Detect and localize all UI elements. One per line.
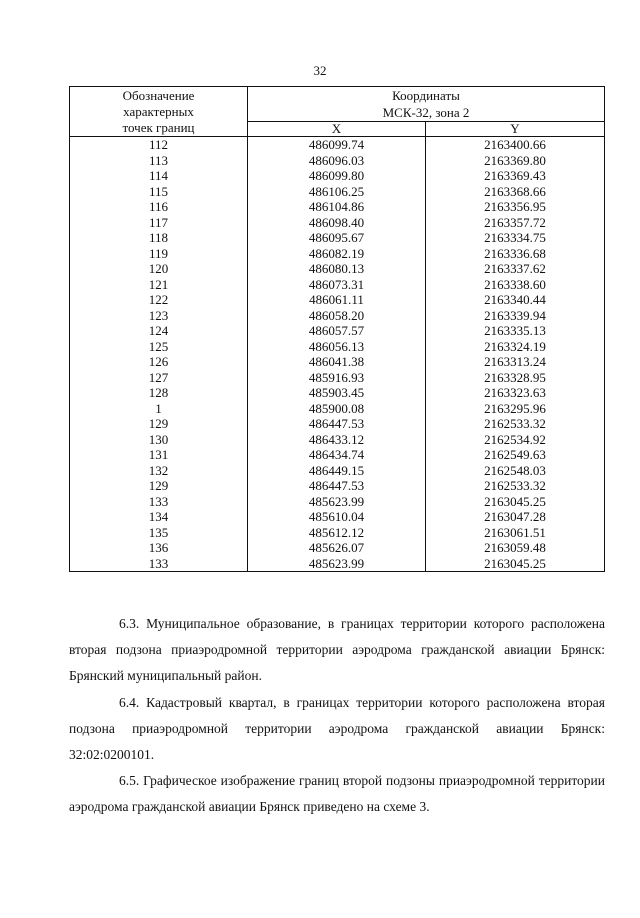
y-cell: 2163059.48	[426, 540, 605, 556]
paragraph-6-4: 6.4. Кадастровый квартал, в границах территории которого расположена вторая подзона приаэродромной территории аэродрома гражданской авиации Брянск: 32:02:0200101.	[69, 695, 605, 762]
point-cell: 133	[70, 494, 248, 510]
x-cell: 485900.08	[248, 401, 426, 417]
y-cell: 2163045.25	[426, 494, 605, 510]
table-row	[70, 168, 605, 184]
table-row	[70, 246, 605, 262]
x-cell: 486434.74	[248, 447, 426, 463]
point-label-header-line: точек границ	[122, 119, 195, 135]
table-row	[70, 230, 605, 246]
coordinates-group-header	[248, 87, 605, 122]
y-cell: 2162533.32	[426, 416, 605, 432]
point-cell: 119	[70, 246, 248, 262]
coordinates-group-header-line: Координаты	[392, 88, 460, 103]
table-row	[70, 308, 605, 324]
x-cell: 486057.57	[248, 323, 426, 339]
x-cell: 486447.53	[248, 416, 426, 432]
x-cell: 486061.11	[248, 292, 426, 308]
table-row	[70, 385, 605, 401]
y-cell: 2163323.63	[426, 385, 605, 401]
point-cell: 1	[70, 401, 248, 417]
point-label-header-line: Обозначение	[122, 87, 195, 103]
point-cell: 129	[70, 416, 248, 432]
y-cell: 2162533.32	[426, 478, 605, 494]
x-cell: 486106.25	[248, 184, 426, 200]
x-cell: 486056.13	[248, 339, 426, 355]
point-cell: 130	[70, 432, 248, 448]
x-cell: 485623.99	[248, 494, 426, 510]
page-number: 32	[313, 63, 327, 78]
table-row	[70, 370, 605, 386]
x-cell: 486447.53	[248, 478, 426, 494]
table-row	[70, 432, 605, 448]
coordinates-group-header-line: МСК-32, зона 2	[382, 105, 470, 120]
point-cell: 122	[70, 292, 248, 308]
x-cell: 486073.31	[248, 277, 426, 293]
y-cell: 2163313.24	[426, 354, 605, 370]
x-cell: 486433.12	[248, 432, 426, 448]
table-row	[70, 153, 605, 169]
point-cell: 134	[70, 509, 248, 525]
y-cell: 2163045.25	[426, 556, 605, 572]
x-cell: 486099.80	[248, 168, 426, 184]
table-row	[70, 277, 605, 293]
x-cell: 486099.74	[248, 137, 426, 153]
point-cell: 115	[70, 184, 248, 200]
point-cell: 129	[70, 478, 248, 494]
point-cell: 136	[70, 540, 248, 556]
x-cell: 485612.12	[248, 525, 426, 541]
table-row	[70, 261, 605, 277]
paragraph-6-5: 6.5. Графическое изображение границ второй подзоны приаэродромной территории аэродрома гражданской авиации Брянск приведено на схеме 3.	[69, 773, 605, 814]
x-cell: 486096.03	[248, 153, 426, 169]
point-cell: 114	[70, 168, 248, 184]
point-cell: 133	[70, 556, 248, 572]
y-cell: 2163335.13	[426, 323, 605, 339]
table-row	[70, 463, 605, 479]
point-cell: 121	[70, 277, 248, 293]
y-cell: 2163356.95	[426, 199, 605, 215]
x-cell: 485916.93	[248, 370, 426, 386]
point-cell: 127	[70, 370, 248, 386]
x-cell: 485903.45	[248, 385, 426, 401]
table-row	[70, 323, 605, 339]
table-row	[70, 509, 605, 525]
y-cell: 2163340.44	[426, 292, 605, 308]
x-cell: 485623.99	[248, 556, 426, 572]
point-label-header	[70, 87, 248, 137]
table-row	[70, 525, 605, 541]
table-row	[70, 401, 605, 417]
point-cell: 132	[70, 463, 248, 479]
point-cell: 135	[70, 525, 248, 541]
x-column-header: X	[248, 122, 426, 137]
table-row	[70, 447, 605, 463]
y-cell: 2163369.43	[426, 168, 605, 184]
y-cell: 2163336.68	[426, 246, 605, 262]
paragraph-6-3: 6.3. Муниципальное образование, в границах территории которого расположена вторая подзона приаэродромной территории аэродрома гражданской авиации Брянск: Брянский муниципальный район.	[69, 616, 605, 683]
y-cell: 2163339.94	[426, 308, 605, 324]
point-cell: 117	[70, 215, 248, 231]
y-cell: 2162534.92	[426, 432, 605, 448]
point-label-header-line: характерных	[123, 103, 194, 119]
point-cell: 126	[70, 354, 248, 370]
y-cell: 2163061.51	[426, 525, 605, 541]
table-body	[70, 137, 605, 572]
point-cell: 123	[70, 308, 248, 324]
coordinates-table	[69, 86, 605, 572]
x-cell: 486082.19	[248, 246, 426, 262]
y-cell: 2163047.28	[426, 509, 605, 525]
table-row	[70, 416, 605, 432]
y-cell: 2163400.66	[426, 137, 605, 153]
point-cell: 131	[70, 447, 248, 463]
x-cell: 486098.40	[248, 215, 426, 231]
table-row	[70, 184, 605, 200]
x-cell: 485610.04	[248, 509, 426, 525]
point-cell: 116	[70, 199, 248, 215]
x-cell: 486449.15	[248, 463, 426, 479]
table-row	[70, 354, 605, 370]
point-cell: 120	[70, 261, 248, 277]
point-cell: 124	[70, 323, 248, 339]
table-row	[70, 292, 605, 308]
y-cell: 2163337.62	[426, 261, 605, 277]
y-cell: 2162549.63	[426, 447, 605, 463]
table-row	[70, 478, 605, 494]
y-cell: 2163338.60	[426, 277, 605, 293]
x-cell: 486058.20	[248, 308, 426, 324]
y-cell: 2163368.66	[426, 184, 605, 200]
x-cell: 486041.38	[248, 354, 426, 370]
y-cell: 2163369.80	[426, 153, 605, 169]
table-row	[70, 540, 605, 556]
point-cell: 125	[70, 339, 248, 355]
y-cell: 2163328.95	[426, 370, 605, 386]
x-cell: 486095.67	[248, 230, 426, 246]
y-cell: 2163357.72	[426, 215, 605, 231]
table-row	[70, 494, 605, 510]
y-cell: 2163334.75	[426, 230, 605, 246]
point-cell: 113	[70, 153, 248, 169]
point-cell: 118	[70, 230, 248, 246]
table-row	[70, 199, 605, 215]
table-row	[70, 556, 605, 572]
y-column-header: Y	[426, 122, 605, 137]
x-cell: 486080.13	[248, 261, 426, 277]
x-cell: 485626.07	[248, 540, 426, 556]
point-cell: 112	[70, 137, 248, 153]
y-cell: 2162548.03	[426, 463, 605, 479]
x-cell: 486104.86	[248, 199, 426, 215]
table-row	[70, 137, 605, 153]
y-cell: 2163324.19	[426, 339, 605, 355]
table-row	[70, 215, 605, 231]
table-row	[70, 339, 605, 355]
y-cell: 2163295.96	[426, 401, 605, 417]
point-cell: 128	[70, 385, 248, 401]
